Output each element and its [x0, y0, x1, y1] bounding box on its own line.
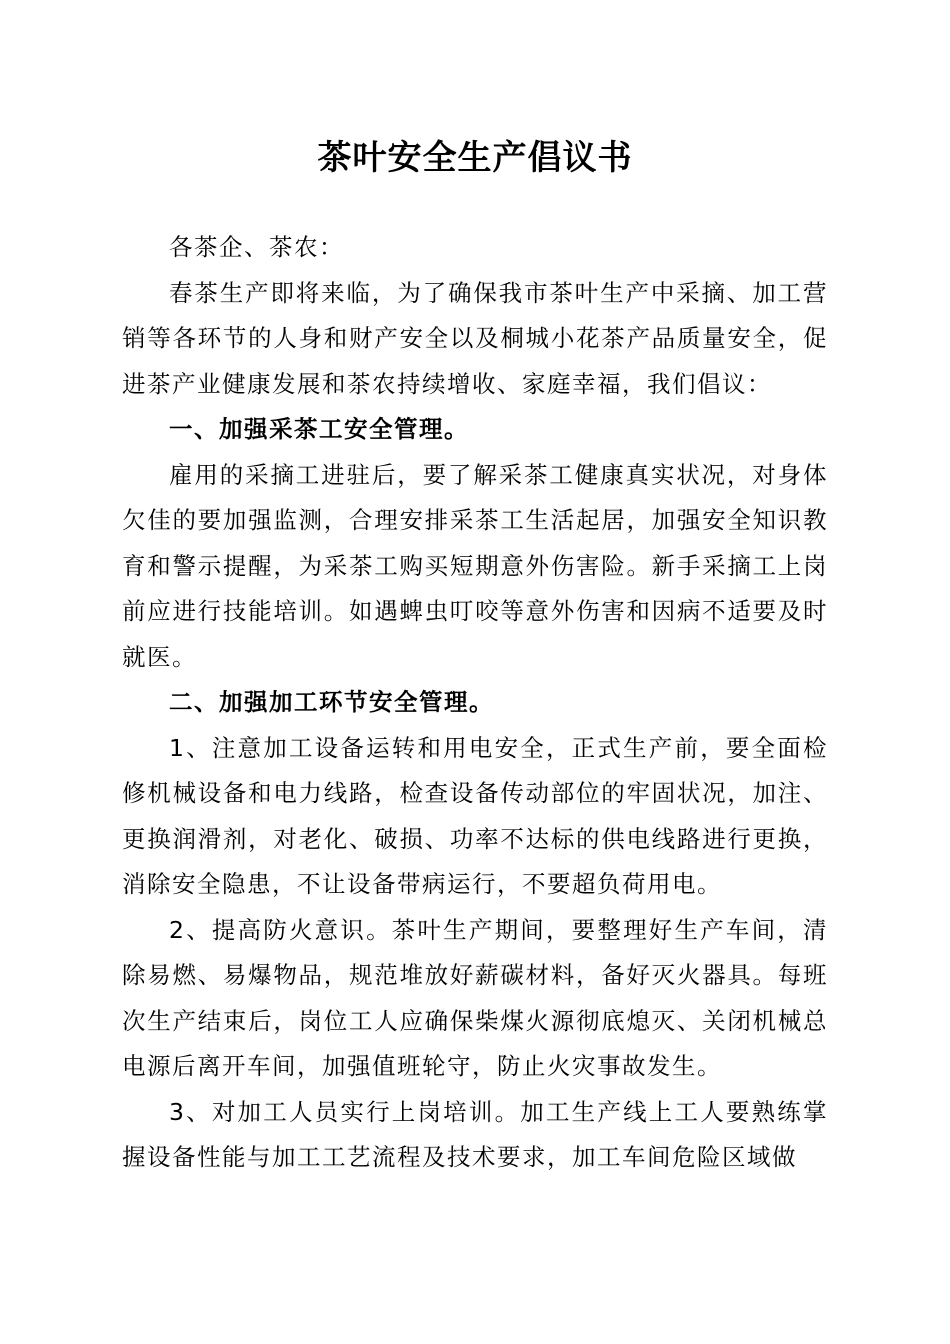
section-2-item-2: 2、提高防火意识。茶叶生产期间，要整理好生产车间，清除易燃、易爆物品，规范堆放好薪碳材料，备好灭火器具。每班次生产结束后，岗位工人应确保柴煤火源彻底熄灭、关闭机械总电源后离开车间，加强值班轮守，防止火灾事故发生。 [122, 915, 828, 1080]
section-2-item-1: 1、注意加工设备运转和用电安全，正式生产前，要全面检修机械设备和电力线路，检查设备传动部位的牢固状况，加注、更换润滑剂，对老化、破损、功率不达标的供电线路进行更换，消除安全隐患，不让设备带病运行，不要超负荷用电。 [122, 733, 828, 898]
section-2-item-3: 3、对加工人员实行上岗培训。加工生产线上工人要熟练掌握设备性能与加工工艺流程及技术要求，加工车间危险区域做 [122, 1097, 828, 1171]
section-1-paragraph: 雇用的采摘工进驻后，要了解采茶工健康真实状况，对身体欠佳的要加强监测，合理安排采茶工生活起居，加强安全知识教育和警示提醒，为采茶工购买短期意外伤害险。新手采摘工上岗前应进行技能培训。如遇蜱虫叮咬等意外伤害和因病不适要及时就医。 [122, 460, 828, 671]
document-body [122, 225, 828, 1181]
salutation: 各茶企、茶农： [169, 233, 344, 261]
intro-paragraph: 春茶生产即将来临，为了确保我市茶叶生产中采摘、加工营销等各环节的人身和财产安全以及桐城小花茶产品质量安全，促进茶产业健康发展和茶农持续增收、家庭幸福，我们倡议： [122, 278, 828, 398]
document-title: 茶叶安全生产倡议书 [317, 138, 633, 178]
section-1-heading: 一、加强采茶工安全管理。 [169, 415, 469, 443]
section-2-heading: 二、加强加工环节安全管理。 [169, 688, 494, 716]
